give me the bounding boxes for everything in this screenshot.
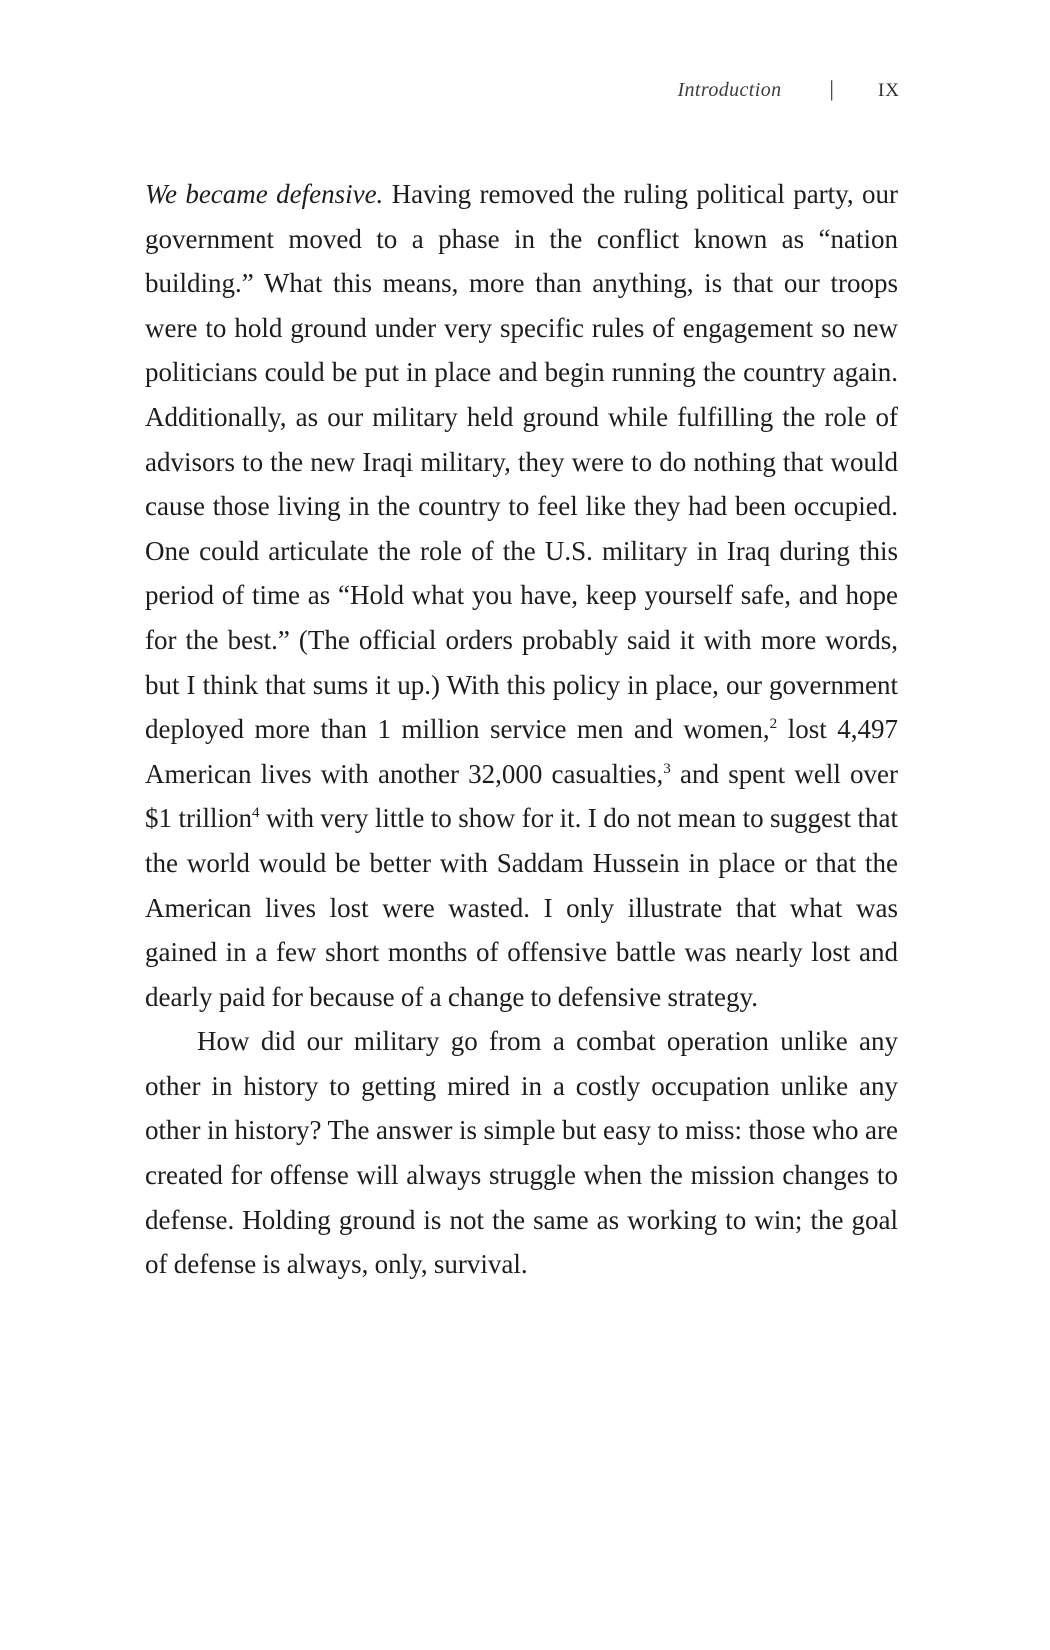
text-segment: lost 4,497 American lives with another 32,000 casualties,: [145, 714, 898, 789]
body-text: [145, 172, 898, 1287]
paragraph: [145, 1019, 898, 1287]
footnote-reference: 4: [251, 805, 260, 822]
text-segment: Having removed the ruling political party, our government moved to a phase in the conflict known as “nation building.” What this means, more than anything, is that our troops were to hold ground under very specific rules of engagement so new politicians could be put in place and begin running the country again. Additionally, as our military held ground while fulfilling the role of advisors to the new Iraqi military, they were to do nothing that would cause those living in the country to feel like they had been occupied. One could articulate the role of the U.S. military in Iraq during this period of time as “Hold what you have, keep yourself safe, and hope for the best.” (The official orders probably said it with more words, but I think that sums it up.) With this policy in place, our government deployed more than 1 million service men and women,: [145, 179, 898, 745]
running-head-separator: |: [829, 76, 834, 101]
text-segment: We became defensive.: [145, 179, 384, 209]
footnote-reference: 3: [663, 760, 671, 777]
page-number: IX: [877, 80, 900, 101]
text-segment: with very little to show for it. I do not mean to suggest that the world would be better with Saddam Hussein in place or that the American lives lost were wasted. I only illustrate that what was gained in a few short months of offensive battle was nearly lost and dearly paid for because of a change to defensive strategy.: [145, 803, 898, 1012]
text-segment: and spent well over $1 trillion: [145, 758, 899, 834]
running-head: [677, 76, 900, 102]
running-head-section-title: Introduction: [677, 79, 782, 101]
paragraph: [145, 172, 898, 1019]
text-segment: How did our military go from a combat operation unlike any other in history to getting mired in a costly occupation unlike any other in history? The answer is simple but easy to miss: those who are created for offense will always struggle when the mission changes to defense. Holding ground is not the same as working to win; the goal of defense is always, only, survival.: [145, 1026, 898, 1280]
footnote-reference: 2: [769, 716, 778, 733]
